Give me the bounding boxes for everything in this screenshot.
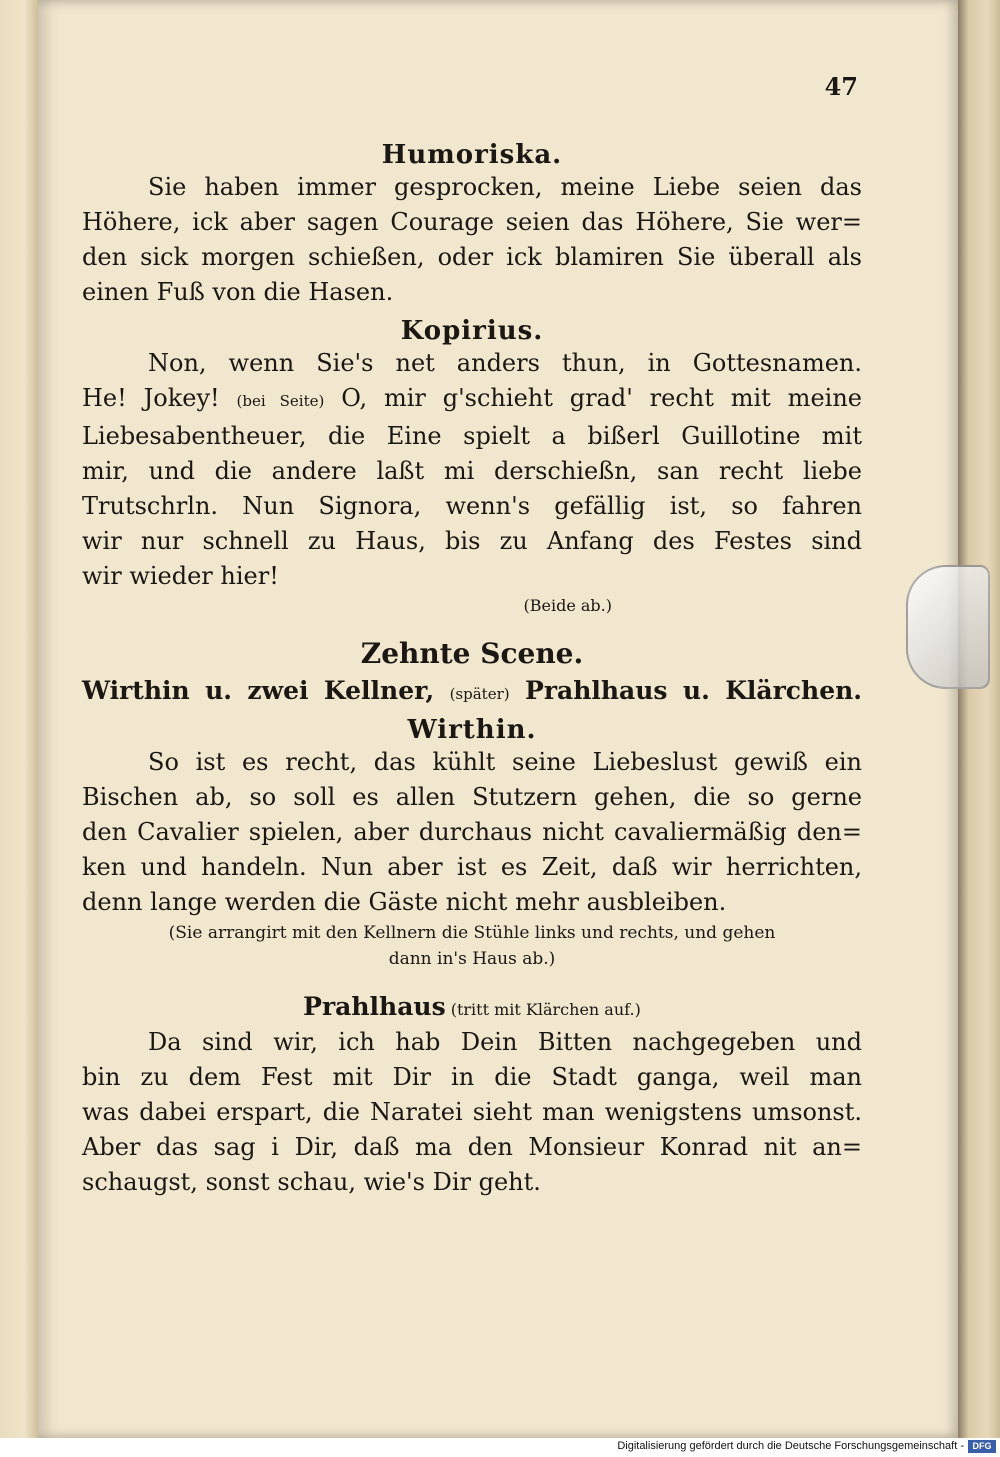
cast-later-note: (später) xyxy=(449,685,510,703)
right-page-edge xyxy=(958,0,1000,1438)
text-line: Bischen ab, so soll es allen Stutzern gehen, die so gerne xyxy=(82,783,862,811)
text-line: schaugst, sonst schau, wie's Dir geht. xyxy=(82,1168,541,1196)
text-line: Da sind wir, ich hab Dein Bitten nachgegeben und xyxy=(148,1028,862,1056)
text-line: bin zu dem Fest mit Dir in die Stadt ganga, weil man xyxy=(82,1063,862,1091)
text-line: Aber das sag i Dir, daß ma den Monsieur Konrad nit an= xyxy=(82,1133,862,1161)
text-line: was dabei erspart, die Naratei sieht man wenigstens umsonst. xyxy=(82,1098,862,1126)
text-line: Liebesabentheuer, die Eine spielt a bißerl Guillotine mit xyxy=(82,422,862,450)
text-line: den Cavalier spielen, aber durchaus nicht cavaliermäßig den= xyxy=(82,818,862,846)
text-line: So ist es recht, das kühlt seine Liebeslust gewiß ein xyxy=(148,748,862,776)
scene-title: Zehnte Scene. xyxy=(360,637,584,670)
cast-second: Prahlhaus u. Klärchen. xyxy=(525,676,862,705)
text-line: ken und handeln. Nun aber ist es Zeit, daß wir herrichten, xyxy=(82,853,862,881)
stage-direction: (Sie arrangirt mit den Kellnern die Stühle links und rechts, und gehen xyxy=(168,923,776,943)
left-page-edge xyxy=(0,0,40,1440)
text-line: einen Fuß von die Hasen. xyxy=(82,278,394,306)
text-line: Non, wenn Sie's net anders thun, in Gottesnamen. xyxy=(148,349,862,377)
text-fragment: O, mir g'schieht grad' recht mit meine xyxy=(341,384,862,412)
cast-first: Wirthin u. zwei Kellner, xyxy=(82,676,435,705)
text-line: den sick morgen schießen, oder ick blamiren Sie überall als xyxy=(82,243,862,271)
text-line: Höhere, ick aber sagen Courage seien das Höhere, Sie wer= xyxy=(82,208,862,236)
book-page xyxy=(38,0,958,1438)
text-line: Sie haben immer gesprocken, meine Liebe seien das xyxy=(148,173,862,201)
stage-direction: dann in's Haus ab.) xyxy=(388,949,556,969)
page-clip xyxy=(906,565,990,689)
footer-credit: Digitalisierung gefördert durch die Deutsche Forschungsgemeinschaft - xyxy=(617,1440,964,1452)
speaker-wirthin: Wirthin. xyxy=(407,715,537,745)
speaker-humoriska: Humoriska. xyxy=(381,140,563,170)
stage-aside: (bei Seite) xyxy=(236,392,325,410)
dfg-logo: DFG xyxy=(968,1440,996,1453)
scene-cast xyxy=(82,676,862,705)
stage-aside: (tritt mit Klärchen auf.) xyxy=(450,1000,641,1019)
text-line: mir, und die andere laßt mi derschießn, san recht liebe xyxy=(82,457,862,485)
page-content xyxy=(82,60,862,1200)
text-line: Trutschrln. Nun Signora, wenn's gefällig ist, so fahren xyxy=(82,492,862,520)
text-line: wir wieder hier! xyxy=(82,562,279,590)
text-fragment: He! Jokey! xyxy=(82,384,220,412)
speaker-line-prahlhaus xyxy=(82,992,862,1021)
text-line: wir nur schnell zu Haus, bis zu Anfang des Festes sind xyxy=(82,527,862,555)
text-line xyxy=(82,381,862,419)
text-line: denn lange werden die Gäste nicht mehr ausbleiben. xyxy=(82,888,727,916)
page-number: 47 xyxy=(824,72,858,101)
stage-direction-exit: (Beide ab.) xyxy=(523,596,612,615)
speaker-prahlhaus: Prahlhaus xyxy=(303,992,446,1021)
speaker-kopirius: Kopirius. xyxy=(400,316,544,346)
